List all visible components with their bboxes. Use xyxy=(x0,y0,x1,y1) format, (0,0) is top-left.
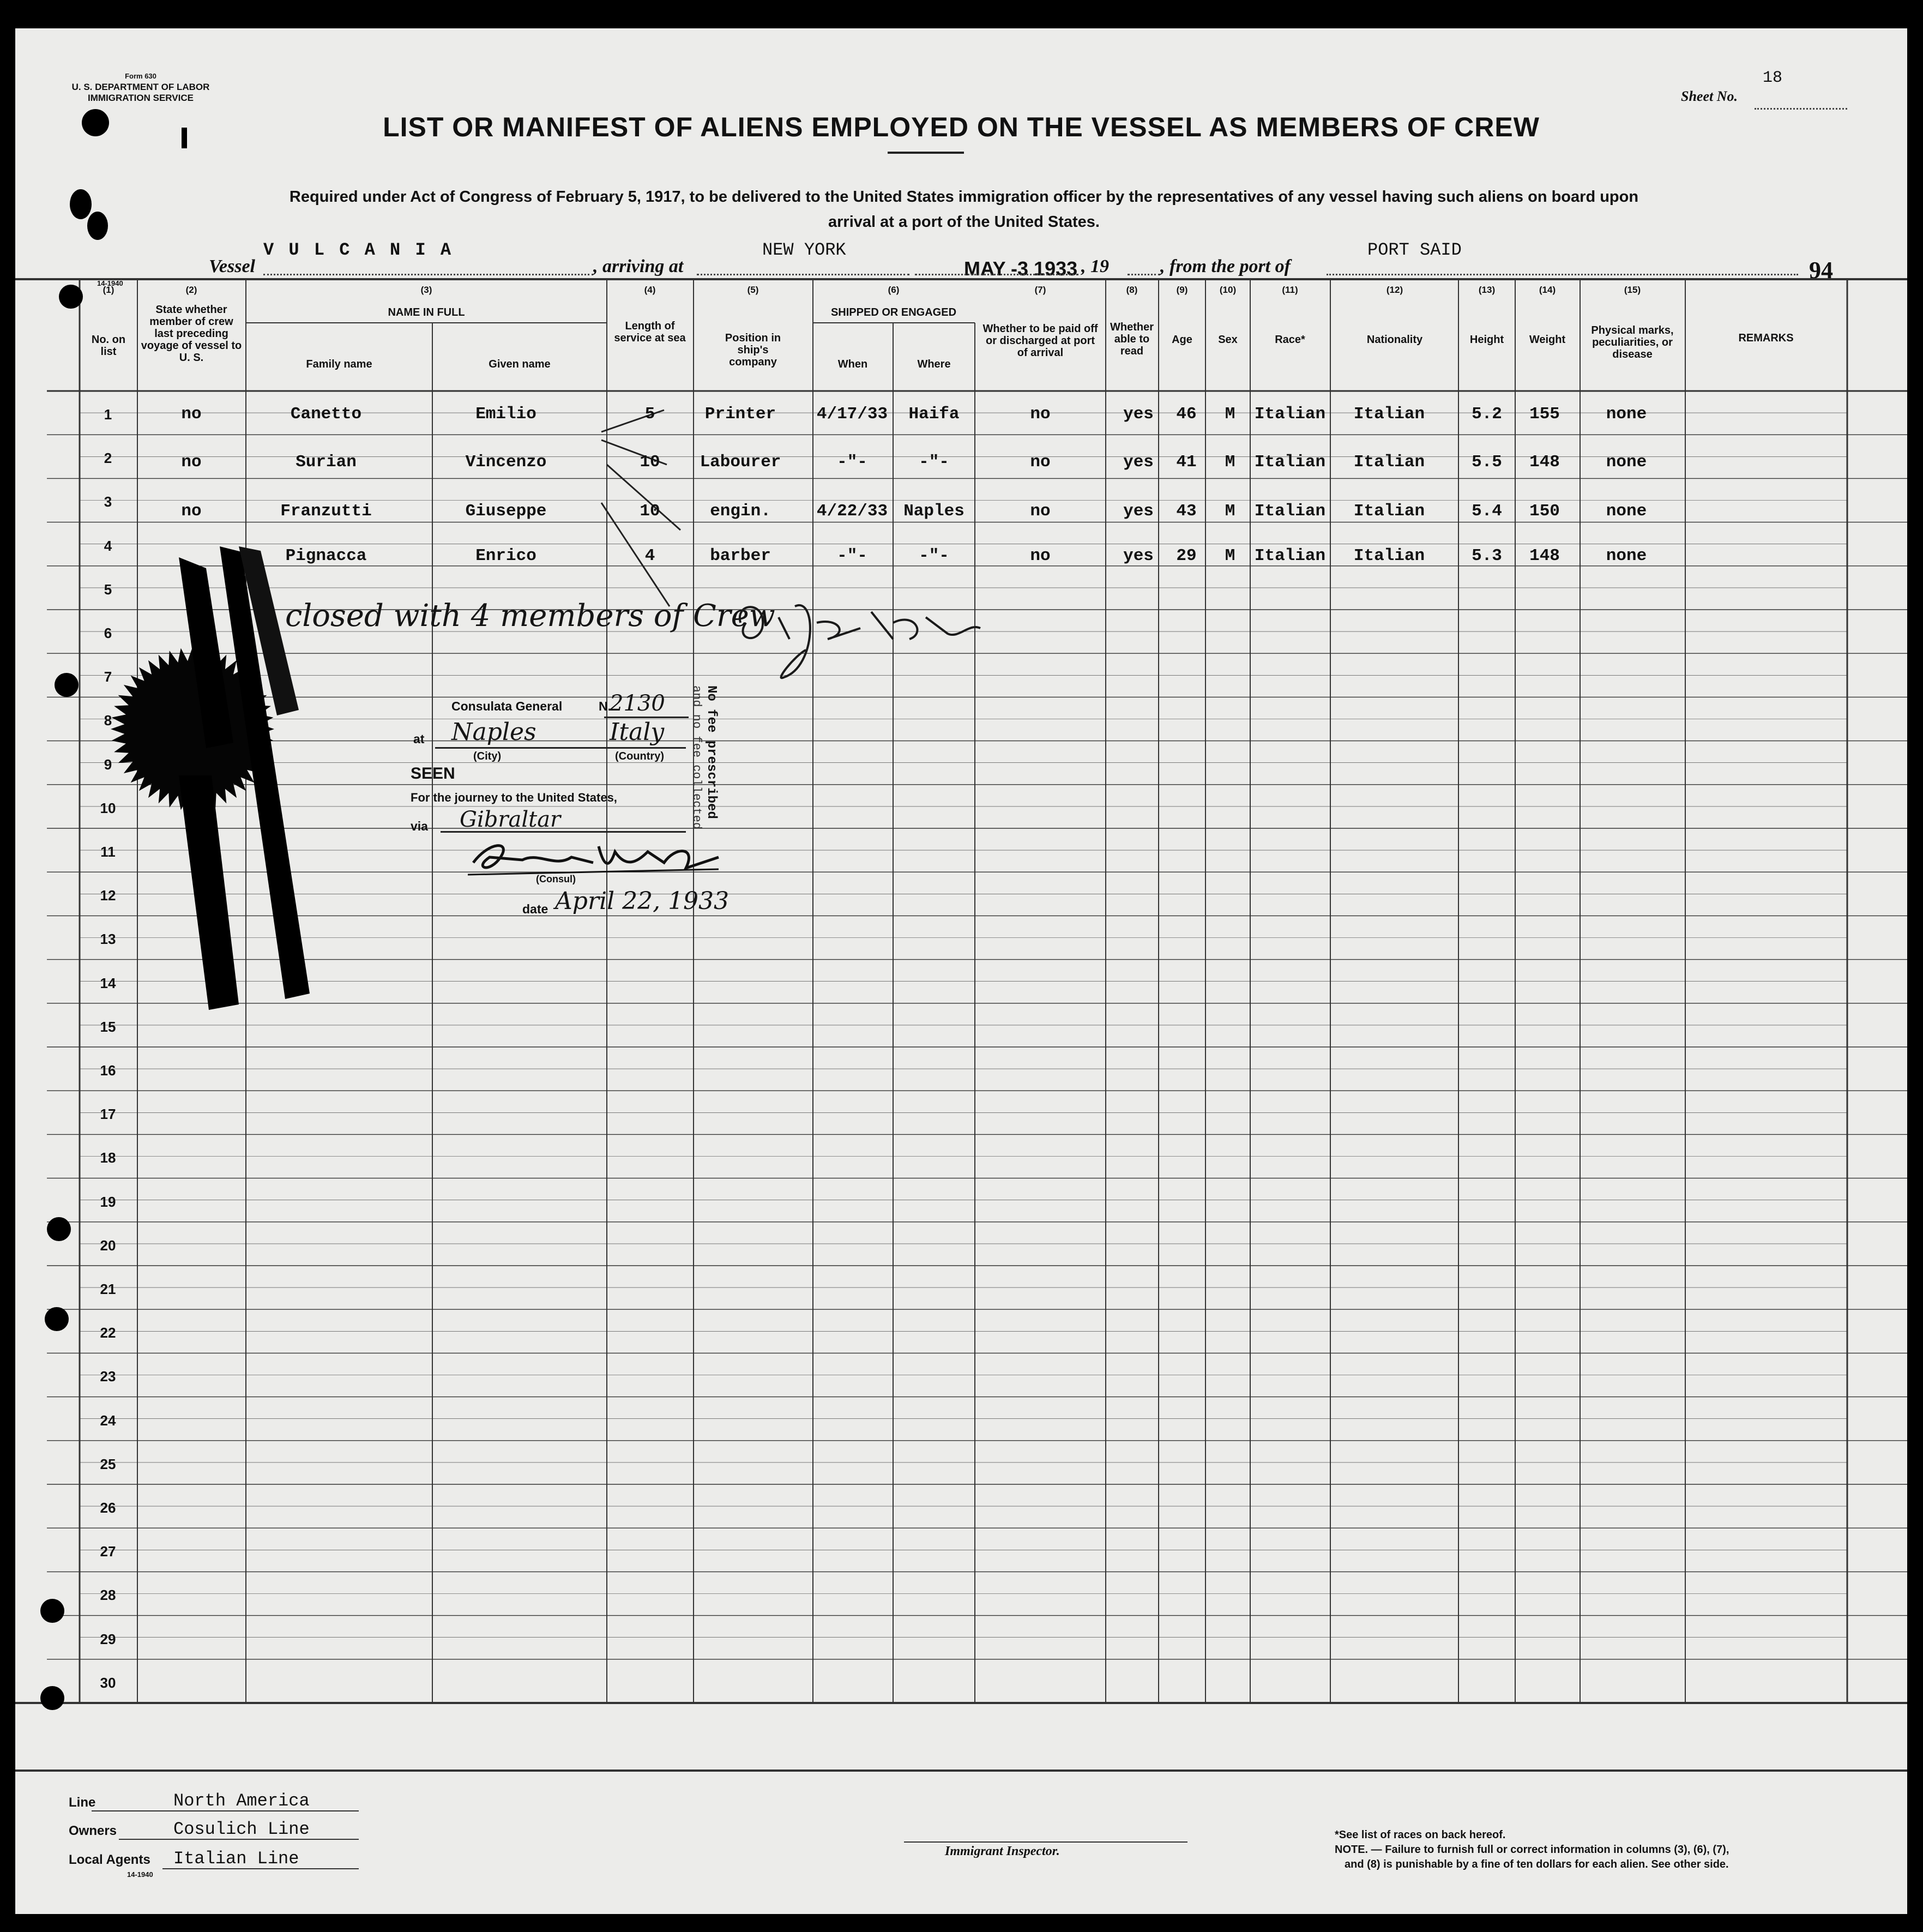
column-number: (6) xyxy=(888,285,900,295)
closed-note-handwriting: closed with 4 members of Crew xyxy=(285,598,775,634)
row-number: 19 xyxy=(100,1193,116,1210)
column-header: No. on list xyxy=(91,334,126,358)
nationality-cell: Italian xyxy=(1353,502,1425,521)
column-number: (2) xyxy=(185,285,197,295)
department: U. S. DEPARTMENT OF LABOR xyxy=(71,82,210,92)
manifest-sheet xyxy=(15,28,1907,1914)
paid-off-cell: no xyxy=(1030,405,1051,424)
column-header: Height xyxy=(1469,334,1504,346)
given-name-cell: Vincenzo xyxy=(465,453,547,472)
print-code-top: 14-1940 xyxy=(97,279,123,287)
shipped-when-cell: 4/22/33 xyxy=(816,502,888,521)
vessel-label: Vessel xyxy=(209,256,255,276)
stamp-consulate: Consulata General xyxy=(451,699,563,713)
from-port-label: , from the port of xyxy=(1160,256,1291,276)
column-header: Position in ship's company xyxy=(725,332,781,368)
row-number: 4 xyxy=(104,537,112,554)
punch-hole xyxy=(40,1686,64,1710)
row-number: 8 xyxy=(104,712,112,729)
column-subheader: Given name xyxy=(489,358,551,370)
stamp-country: Italy xyxy=(610,718,665,746)
row-number: 21 xyxy=(100,1281,116,1297)
column-header: Physical marks, peculiarities, or disease xyxy=(1591,324,1674,360)
stamp-consul-label: (Consul) xyxy=(536,874,576,884)
punch-hole xyxy=(87,212,108,240)
sex-cell: M xyxy=(1225,546,1235,565)
family-name-cell: Surian xyxy=(296,453,357,472)
footer-owners-rule xyxy=(119,1839,359,1840)
nationality-cell: Italian xyxy=(1353,453,1425,472)
stamp-journey: For the journey to the United States, xyxy=(411,791,617,804)
row-number: 2 xyxy=(104,450,112,467)
column-number: (9) xyxy=(1176,285,1188,295)
consular-stamp xyxy=(391,685,839,950)
column-number: (15) xyxy=(1624,285,1641,295)
position-cell: barber xyxy=(710,546,771,565)
row-number: 11 xyxy=(100,844,116,860)
punch-hole xyxy=(40,1599,64,1623)
stamp-country-label: (Country) xyxy=(615,750,664,762)
shipped-when-cell: -"- xyxy=(837,453,867,472)
service-length-cell: 10 xyxy=(640,502,660,521)
race-cell: Italian xyxy=(1254,453,1326,472)
weight-cell: 148 xyxy=(1529,453,1560,472)
column-number: (11) xyxy=(1282,285,1298,295)
stamp-date: April 22, 1933 xyxy=(555,887,730,915)
column-header: SHIPPED OR ENGAGED xyxy=(830,306,957,318)
age-cell: 29 xyxy=(1176,546,1197,565)
vessel-name: V U L C A N I A xyxy=(263,240,454,260)
footer-agents-rule xyxy=(162,1868,359,1869)
stamp-city-label: (City) xyxy=(473,750,502,762)
stamp-via: Gibraltar xyxy=(460,807,561,832)
column-header: Race* xyxy=(1275,334,1305,346)
given-name-cell: Enrico xyxy=(475,546,536,565)
paid-off-cell: no xyxy=(1030,453,1051,472)
fee-line-2: and no fee collected xyxy=(690,685,703,830)
stamp-via-label: via xyxy=(411,819,428,833)
sex-cell: M xyxy=(1225,453,1235,472)
row-number: 29 xyxy=(100,1630,116,1647)
footer-owners-value: Cosulich Line xyxy=(173,1819,310,1839)
stamp-seen: SEEN xyxy=(411,765,455,783)
physical-marks-cell: none xyxy=(1606,546,1647,565)
footer-agents-label: Local Agents xyxy=(69,1852,150,1867)
column-subheader: Where xyxy=(917,358,951,370)
nationality-cell: Italian xyxy=(1353,405,1425,424)
physical-marks-cell: none xyxy=(1606,502,1647,521)
race-cell: Italian xyxy=(1254,405,1326,424)
punch-hole xyxy=(55,673,79,697)
departure-port: PORT SAID xyxy=(1367,240,1462,260)
punch-hole xyxy=(45,1307,69,1331)
height-cell: 5.5 xyxy=(1472,453,1502,472)
service-length-cell: 5 xyxy=(644,405,655,424)
row-number: 5 xyxy=(104,581,112,598)
row-number: 7 xyxy=(104,669,112,685)
race-cell: Italian xyxy=(1254,502,1326,521)
stamp-via-line xyxy=(441,831,686,833)
row-number: 23 xyxy=(100,1368,116,1385)
able-to-read-cell: yes xyxy=(1123,502,1154,521)
column-header: State whether member of crew last preceding voyage of vessel to U. S. xyxy=(141,304,242,364)
row-number: 10 xyxy=(100,799,116,816)
row-number: 13 xyxy=(100,931,116,948)
punch-hole xyxy=(47,1217,71,1241)
footer-line-rule xyxy=(92,1810,359,1811)
column-header: Sex xyxy=(1218,334,1238,346)
age-cell: 46 xyxy=(1176,405,1197,424)
family-name-cell: Pignacca xyxy=(285,546,367,565)
column-header: REMARKS xyxy=(1738,332,1794,344)
footer-notes xyxy=(1335,1828,1896,1872)
column-number: (12) xyxy=(1386,285,1403,295)
inspector-signature-scribble xyxy=(730,590,991,694)
row-number: 22 xyxy=(100,1325,116,1341)
position-cell: engin. xyxy=(710,502,771,521)
row-number: 20 xyxy=(100,1237,116,1254)
given-name-cell: Emilio xyxy=(475,405,536,424)
weight-cell: 148 xyxy=(1529,546,1560,565)
column-subheader: Family name xyxy=(306,358,372,370)
wax-seal xyxy=(97,546,353,1021)
column-header: Nationality xyxy=(1366,334,1423,346)
prev-voyage-cell: no xyxy=(181,502,202,521)
prev-voyage-cell: no xyxy=(181,453,202,472)
stamp-date-label: date xyxy=(522,902,548,916)
arriving-label: , arriving at xyxy=(593,256,684,276)
stamp-number-label: N. xyxy=(599,699,611,713)
column-number: (7) xyxy=(1034,285,1046,295)
column-header: Whether able to read xyxy=(1110,321,1154,357)
page-number: 94 xyxy=(1809,257,1833,284)
service-name: IMMIGRATION SERVICE xyxy=(88,93,194,103)
row-number: 6 xyxy=(104,625,112,641)
requirement-line-1: Required under Act of Congress of February 5, 1917, to be delivered to the United States immigration officer by the representatives of any vessel having such aliens on board upon xyxy=(289,188,1639,206)
position-cell: Labourer xyxy=(700,453,781,472)
service-length-cell: 10 xyxy=(640,453,660,472)
column-number: (5) xyxy=(747,285,759,295)
row-number: 12 xyxy=(100,887,116,904)
height-cell: 5.3 xyxy=(1472,546,1502,565)
requirement-line-2: arrival at a port of the United States. xyxy=(828,213,1100,231)
column-number: (8) xyxy=(1126,285,1138,295)
footer-line-value: North America xyxy=(173,1791,310,1811)
age-cell: 43 xyxy=(1176,502,1197,521)
paid-off-cell: no xyxy=(1030,502,1051,521)
column-number: (10) xyxy=(1219,285,1237,295)
weight-cell: 155 xyxy=(1529,405,1560,424)
row-number: 25 xyxy=(100,1455,116,1472)
sex-cell: M xyxy=(1225,502,1235,521)
stamp-city: Naples xyxy=(451,718,536,746)
column-number: (1) xyxy=(103,285,114,295)
footer-agents-value: Italian Line xyxy=(173,1849,299,1869)
row-number: 17 xyxy=(100,1106,116,1123)
inspector-label: Immigrant Inspector. xyxy=(945,1844,1060,1858)
row-number: 9 xyxy=(104,756,112,773)
family-name-cell: Canetto xyxy=(290,405,362,424)
print-code-bottom: 14-1940 xyxy=(127,1870,153,1879)
column-header: NAME IN FULL xyxy=(388,306,465,318)
punch-hole xyxy=(59,285,83,309)
able-to-read-cell: yes xyxy=(1123,546,1154,565)
nationality-cell: Italian xyxy=(1353,546,1425,565)
column-number: (13) xyxy=(1478,285,1496,295)
note-penalty-2: and (8) is punishable by a fine of ten dollars for each alien. See other side. xyxy=(1345,1858,1729,1870)
row-number: 1 xyxy=(104,406,112,423)
arrival-date-stamp: MAY -3 1933 xyxy=(964,257,1078,280)
shipped-where-cell: Haifa xyxy=(908,405,960,424)
row-number: 28 xyxy=(100,1587,116,1604)
weight-cell: 150 xyxy=(1529,502,1560,521)
fee-line-1: No fee prescribed xyxy=(704,685,719,819)
note-races: *See list of races on back hereof. xyxy=(1335,1829,1506,1841)
column-header: Age xyxy=(1172,334,1192,346)
column-number: (14) xyxy=(1539,285,1556,295)
sheet-no: 18 xyxy=(1763,69,1783,87)
family-name-cell: Franzutti xyxy=(280,502,372,521)
height-cell: 5.2 xyxy=(1472,405,1502,424)
inspector-line xyxy=(904,1841,1187,1843)
service-length-cell: 4 xyxy=(644,546,655,565)
footer-line-label: Line xyxy=(69,1795,96,1810)
binding-mark xyxy=(182,128,187,148)
able-to-read-cell: yes xyxy=(1123,405,1154,424)
row-number: 24 xyxy=(100,1412,116,1429)
row-number: 30 xyxy=(100,1674,116,1691)
physical-marks-cell: none xyxy=(1606,405,1647,424)
physical-marks-cell: none xyxy=(1606,453,1647,472)
shipped-where-cell: -"- xyxy=(919,453,949,472)
column-number: (3) xyxy=(420,285,432,295)
row-number: 26 xyxy=(100,1500,116,1516)
fee-stamp xyxy=(686,685,724,882)
arriving-port: NEW YORK xyxy=(762,240,846,260)
column-header: Whether to be paid off or discharged at port of arrival xyxy=(982,323,1098,359)
column-header: Length of service at sea xyxy=(614,320,686,344)
shipped-where-cell: Naples xyxy=(903,502,964,521)
sex-cell: M xyxy=(1225,405,1235,424)
sheet-no-label: Sheet No. xyxy=(1681,88,1738,104)
punch-hole xyxy=(70,189,92,219)
height-cell: 5.4 xyxy=(1472,502,1502,521)
column-header: Weight xyxy=(1529,334,1566,346)
prev-voyage-cell: no xyxy=(181,405,202,424)
stamp-at-label: at xyxy=(413,732,425,746)
stamp-city-line xyxy=(435,747,686,749)
page-title: LIST OR MANIFEST OF ALIENS EMPLOYED ON THE VESSEL AS MEMBERS OF CREW xyxy=(383,112,1540,142)
paid-off-cell: no xyxy=(1030,546,1051,565)
shipped-when-cell: -"- xyxy=(837,546,867,565)
shipped-where-cell: -"- xyxy=(919,546,949,565)
race-cell: Italian xyxy=(1254,546,1326,565)
row-number: 16 xyxy=(100,1062,116,1079)
row-number: 27 xyxy=(100,1543,116,1560)
row-number: 3 xyxy=(104,493,112,510)
year-label: , 19 xyxy=(1081,256,1109,276)
able-to-read-cell: yes xyxy=(1123,453,1154,472)
shipped-when-cell: 4/17/33 xyxy=(816,405,888,424)
punch-hole xyxy=(82,109,109,136)
position-cell: Printer xyxy=(704,405,776,424)
row-number: 14 xyxy=(100,974,116,991)
footer-owners-label: Owners xyxy=(69,1823,117,1838)
column-subheader: When xyxy=(837,358,868,370)
age-cell: 41 xyxy=(1176,453,1197,472)
row-number: 15 xyxy=(100,1018,116,1035)
row-number: 18 xyxy=(100,1149,116,1166)
given-name-cell: Giuseppe xyxy=(465,502,547,521)
note-penalty-1: NOTE. — Failure to furnish full or correct information in columns (3), (6), (7), xyxy=(1335,1844,1729,1856)
stamp-number: 2130 xyxy=(610,691,665,716)
column-number: (4) xyxy=(644,285,656,295)
form-number: Form 630 xyxy=(125,72,156,80)
